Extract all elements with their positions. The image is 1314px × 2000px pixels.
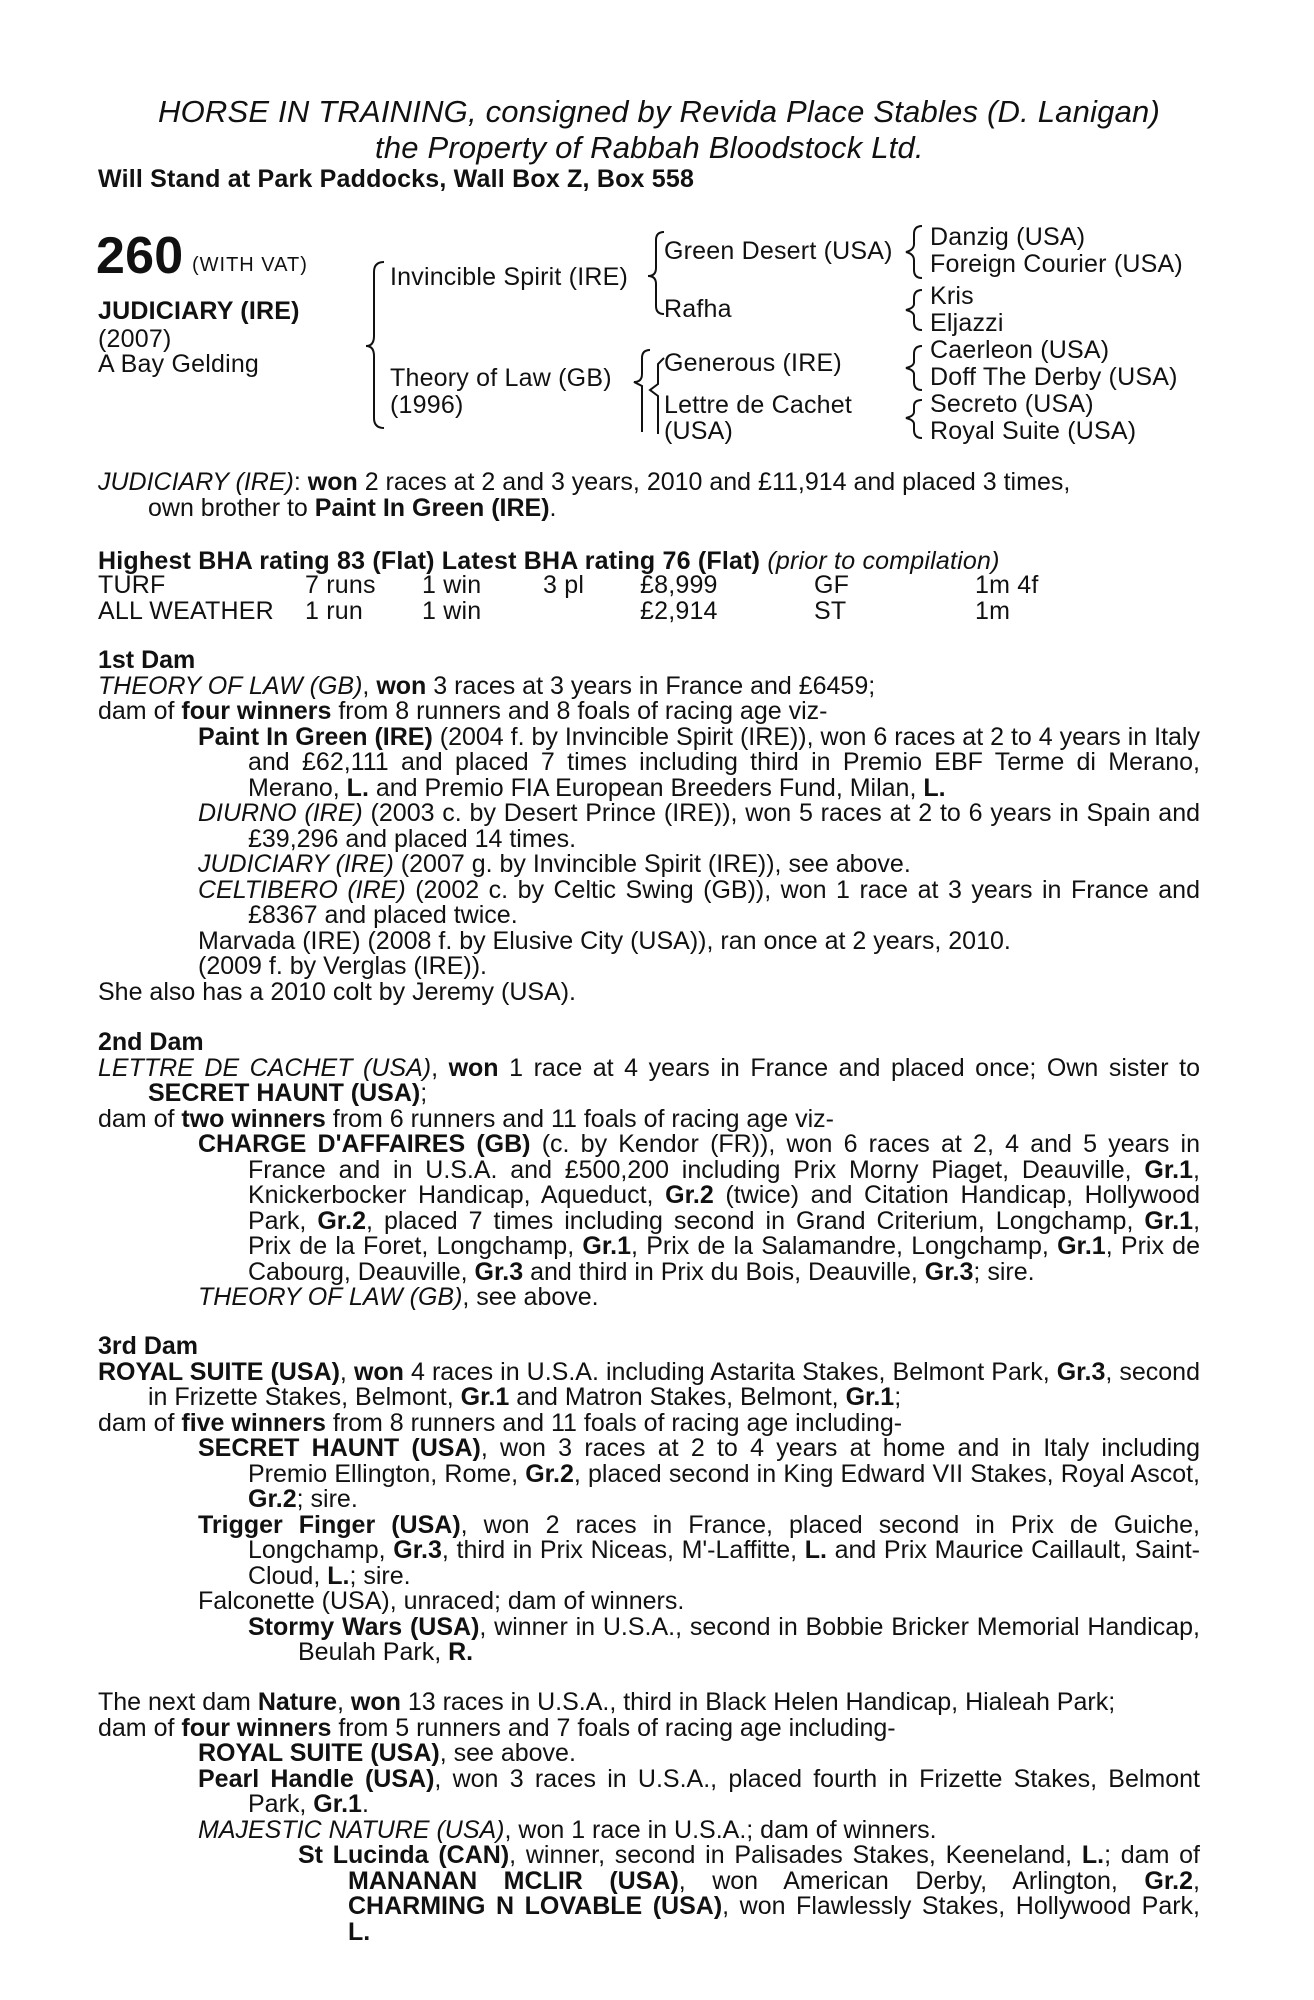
record-distance: 1m	[975, 597, 1011, 625]
record-runs: 1 run	[305, 597, 363, 625]
record-wins: 1 win	[422, 571, 482, 599]
dam-sire: Generous (IRE)	[664, 349, 842, 377]
sire-sire-dam: Foreign Courier (USA)	[930, 250, 1183, 278]
dam-dam-dam: Royal Suite (USA)	[930, 417, 1137, 445]
dam-dam-country: (USA)	[664, 417, 734, 445]
owner-line: the Property of Rabbah Bloodstock Ltd.	[375, 130, 924, 165]
section-heading: 1st Dam	[98, 646, 196, 674]
sire-name: Invincible Spirit (IRE)	[390, 263, 628, 291]
horse-name: JUDICIARY (IRE)	[98, 297, 300, 325]
sire-sire-sire: Danzig (USA)	[930, 223, 1086, 251]
record-wins: 1 win	[422, 597, 482, 625]
second-dam-section: 2nd Dam LETTRE DE CACHET (USA), won 1 race at 4 years in France and placed once; Own sister to SECRET HAUNT (USA); dam of two winners from 6 runners and 11 foals of racing age viz- CHARGE D'AFFAIRES (GB) (c. by Kendor (FR)), won 6 races at 2, 4 and 5 years in France and in U.S.A. and £500,200 including Prix Morny Piaget, Deauville, Gr.1, Knickerbocker Handicap, Aqueduct, Gr.2 (twice) and Citation Handicap, Hollywood Park, Gr.2, placed 7 times including second in Grand Criterium, Longchamp, Gr.1, Prix de la Foret, Longchamp, Gr.1, Prix de la Salamandre, Longchamp, Gr.1, Prix de Cabourg, Deauville, Gr.3 and third in Prix du Bois, Deauville, Gr.3; sire. THEORY OF LAW (GB), see above.	[98, 1028, 1201, 1311]
sire-sire: Green Desert (USA)	[664, 237, 893, 265]
record-placed: 3 pl	[543, 571, 585, 599]
dam-name: Theory of Law (GB)	[390, 364, 612, 392]
horse-description: A Bay Gelding	[98, 350, 260, 378]
lot-number: 260	[96, 227, 184, 285]
dam-dam-sire: Secreto (USA)	[930, 390, 1094, 418]
section-heading: 3rd Dam	[98, 1332, 199, 1360]
record-distance: 1m 4f	[975, 571, 1039, 599]
sire-dam-sire: Kris	[930, 282, 974, 310]
dam-sire-sire: Caerleon (USA)	[930, 336, 1110, 364]
vat-note: (WITH VAT)	[192, 254, 308, 276]
record-going: ST	[814, 597, 847, 625]
record-prize: £8,999	[640, 571, 718, 599]
race-summary: JUDICIARY (IRE): won 2 races at 2 and 3 years, 2010 and £11,914 and placed 3 times, own brother to Paint In Green (IRE).	[98, 468, 1071, 522]
third-dam-section: 3rd Dam ROYAL SUITE (USA), won 4 races in U.S.A. including Astarita Stakes, Belmont Park, Gr.3, second in Frizette Stakes, Belmont, Gr.1 and Matron Stakes, Belmont, Gr.1; dam of five winners from 8 runners and 11 foals of racing age including- SECRET HAUNT (USA), won 3 races at 2 to 4 years at home and in Italy including Premio Ellington, Rome, Gr.2, placed second in King Edward VII Stakes, Royal Ascot, Gr.2; sire. Trigger Finger (USA), won 2 races in France, placed second in Prix de Guiche, Longchamp, Gr.3, third in Prix Niceas, M'-Laffitte, L. and Prix Maurice Caillault, Saint-Cloud, L.; sire. Falconette (USA), unraced; dam of winners. Stormy Wars (USA), winner in U.S.A., second in Bobbie Bricker Memorial Handicap, Beulah Park, R.	[98, 1332, 1201, 1666]
rating-line: Highest BHA rating 83 (Flat) Latest BHA rating 76 (Flat) (prior to compilation)	[98, 547, 1000, 575]
foaling-year: (2007)	[98, 325, 172, 353]
stand-line: Will Stand at Park Paddocks, Wall Box Z, Box 558	[98, 165, 695, 193]
record-runs: 7 runs	[305, 571, 376, 599]
sire-dam-dam: Eljazzi	[930, 309, 1004, 337]
sire-dam: Rafha	[664, 295, 732, 323]
dam-sire-dam: Doff The Derby (USA)	[930, 363, 1178, 391]
fourth-dam-section: The next dam Nature, won 13 races in U.S.A., third in Black Helen Handicap, Hialeah Park; dam of four winners from 5 runners and 7 foals of racing age including- ROYAL SUITE (USA), see above. Pearl Handle (USA), won 3 races in U.S.A., placed fourth in Frizette Stakes, Belmont Park, Gr.1. MAJESTIC NATURE (USA), won 1 race in U.S.A.; dam of winners. St Lucinda (CAN), winner, second in Palisades Stakes, Keeneland, L.; dam of MANANAN MCLIR (USA), won American Derby, Arlington, Gr.2, CHARMING N LOVABLE (USA), won Flawlessly Stakes, Hollywood Park, L.	[98, 1688, 1200, 1946]
first-dam-section: 1st Dam THEORY OF LAW (GB), won 3 races at 3 years in France and £6459; dam of four winners from 8 runners and 8 foals of racing age viz- Paint In Green (IRE) (2004 f. by Invincible Spirit (IRE)), won 6 races at 2 to 4 years in Italy and £62,111 and placed 7 times including third in Premio EBF Terme di Merano, Merano, L. and Premio FIA European Breeders Fund, Milan, L. DIURNO (IRE) (2003 c. by Desert Prince (IRE)), won 5 races at 2 to 6 years in Spain and £39,296 and placed 14 times. JUDICIARY (IRE) (2007 g. by Invincible Spirit (IRE)), see above. CELTIBERO (IRE) (2002 c. by Celtic Swing (GB)), won 1 race at 3 years in France and £8367 and placed twice. Marvada (IRE) (2008 f. by Elusive City (USA)), ran once at 2 years, 2010. (2009 f. by Verglas (IRE)). She also has a 2010 colt by Jeremy (USA).	[98, 646, 1200, 1006]
record-surface: ALL WEATHER	[98, 597, 274, 625]
dam-year: (1996)	[390, 391, 464, 419]
record-prize: £2,914	[640, 597, 718, 625]
dam-dam: Lettre de Cachet	[664, 391, 853, 419]
record-going: GF	[814, 571, 850, 599]
consignor-line: HORSE IN TRAINING, consigned by Revida Place Stables (D. Lanigan)	[158, 94, 1160, 129]
record-surface: TURF	[98, 571, 166, 599]
section-heading: 2nd Dam	[98, 1028, 204, 1056]
